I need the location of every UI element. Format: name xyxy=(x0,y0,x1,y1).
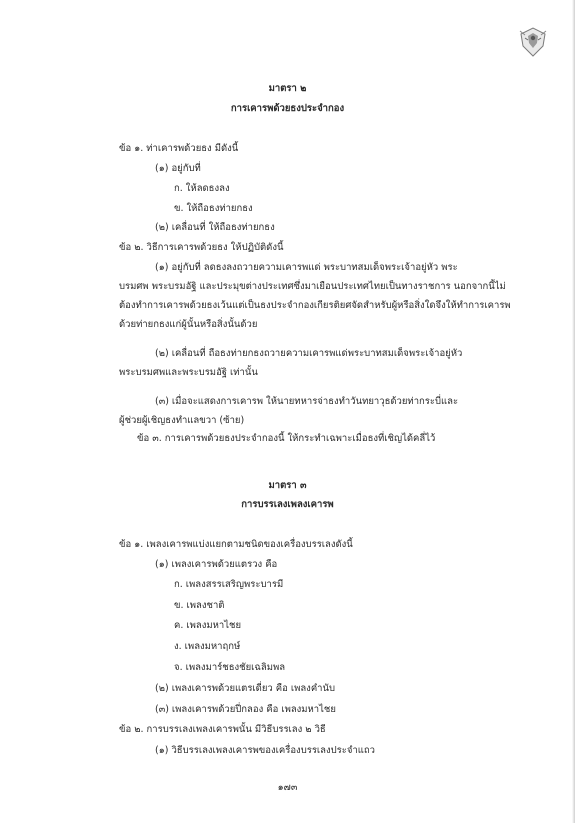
garuda-emblem-icon xyxy=(517,26,549,60)
clause-2-1-sub-1-e: จ. เพลงมาร์ชธงชัยเฉลิมพล xyxy=(174,662,286,673)
clause-2-2-sub-1: (๑) วิธีบรรเลงเพลงเคารพของเครื่องบรรเลงประจำแถว xyxy=(155,745,375,756)
section-subtitle-2: การบรรเลงเพลงเคารพ xyxy=(241,499,334,510)
clause-2-sub-1-line-4: ด้วยท่ายกธงแก่ผู้นั้นหรือสิ่งนั้นด้วย xyxy=(119,319,258,330)
clause-1-sub-2: (๒) เคลื่อนที่ ให้ถือธงท่ายกธง xyxy=(155,222,275,233)
clause-2-1-sub-1-d: ง. เพลงมหาฤกษ์ xyxy=(174,641,241,652)
clause-2-sub-3-line-1: (๓) เมื่อจะแสดงการเคารพ ให้นายทหารจ่าธงทำวันทยาวุธด้วยท่ากระบี่และ xyxy=(155,396,459,407)
section-title: มาตรา ๒ xyxy=(268,83,307,94)
clause-2-2: ข้อ ๒. การบรรเลงเพลงเคารพนั้น มีวิธีบรรเลง ๒ วิธี xyxy=(119,724,326,735)
clause-2-1-sub-1-b: ข. เพลงชาติ xyxy=(174,600,225,611)
section-subtitle: การเคารพด้วยธงประจำกอง xyxy=(230,103,345,114)
clause-2-sub-3-line-2: ผู้ช่วยผู้เชิญธงทำแลขวา (ซ้าย) xyxy=(119,415,245,426)
clause-2-1-sub-1-c: ค. เพลงมหาไชย xyxy=(174,620,242,631)
clause-1-sub-1-b: ข. ให้ถือธงท่ายกธง xyxy=(174,203,253,214)
clause-2-sub-2-line-1: (๒) เคลื่อนที่ ถือธงท่ายกธงถวายความเคารพแด่พระบาทสมเด็จพระเจ้าอยู่หัว xyxy=(155,348,463,359)
clause-2-1-sub-3: (๓) เพลงเคารพด้วยปี่กลอง คือ เพลงมหาไชย xyxy=(155,704,336,715)
clause-2-sub-2-line-2: พระบรมศพและพระบรมอัฐิ เท่านั้น xyxy=(119,367,258,378)
section-title-2: มาตรา ๓ xyxy=(268,480,307,491)
clause-3: ข้อ ๓. การเคารพด้วยธงประจำกองนี้ ให้กระทำเฉพาะเมื่อธงที่เชิญได้คลี่ไว้ xyxy=(137,433,436,444)
page-number: ๑๗๓ xyxy=(277,782,298,793)
clause-2-1-sub-1-a: ก. เพลงสรรเสริญพระบารมี xyxy=(174,579,284,590)
clause-1: ข้อ ๑. ท่าเคารพด้วยธง มีดังนี้ xyxy=(119,143,239,154)
clause-2-1: ข้อ ๑. เพลงเคารพแบ่งแยกตามชนิดของเครื่องบรรเลงดังนี้ xyxy=(119,539,353,550)
clause-1-sub-1: (๑) อยู่กับที่ xyxy=(155,163,201,174)
clause-2-1-sub-2: (๒) เพลงเคารพด้วยแตรเดี่ยว คือ เพลงคำนับ xyxy=(155,683,336,694)
clause-1-sub-1-a: ก. ให้ลดธงลง xyxy=(174,183,230,194)
clause-2: ข้อ ๒. วิธีการเคารพด้วยธง ให้ปฏิบัติดังนี้ xyxy=(119,242,284,253)
clause-2-sub-1-line-1: (๑) อยู่กับที่ ลดธงลงถวายความเคารพแด่ พระบาทสมเด็จพระเจ้าอยู่หัว พระ xyxy=(155,262,458,273)
clause-2-1-sub-1: (๑) เพลงเคารพด้วยแตรวง คือ xyxy=(155,559,278,570)
clause-2-sub-1-line-2: บรมศพ พระบรมอัฐิ และประมุขต่างประเทศซึ่งมาเยือนประเทศไทยเป็นทางราชการ นอกจากนี้ไม่ xyxy=(119,281,506,292)
clause-2-sub-1-line-3: ต้องทำการเคารพด้วยธงเว้นแต่เป็นธงประจำกองเกียรติยศจัดสำหรับผู้หรือสิ่งใดจึงให้ทำการเคารพ xyxy=(119,300,511,311)
